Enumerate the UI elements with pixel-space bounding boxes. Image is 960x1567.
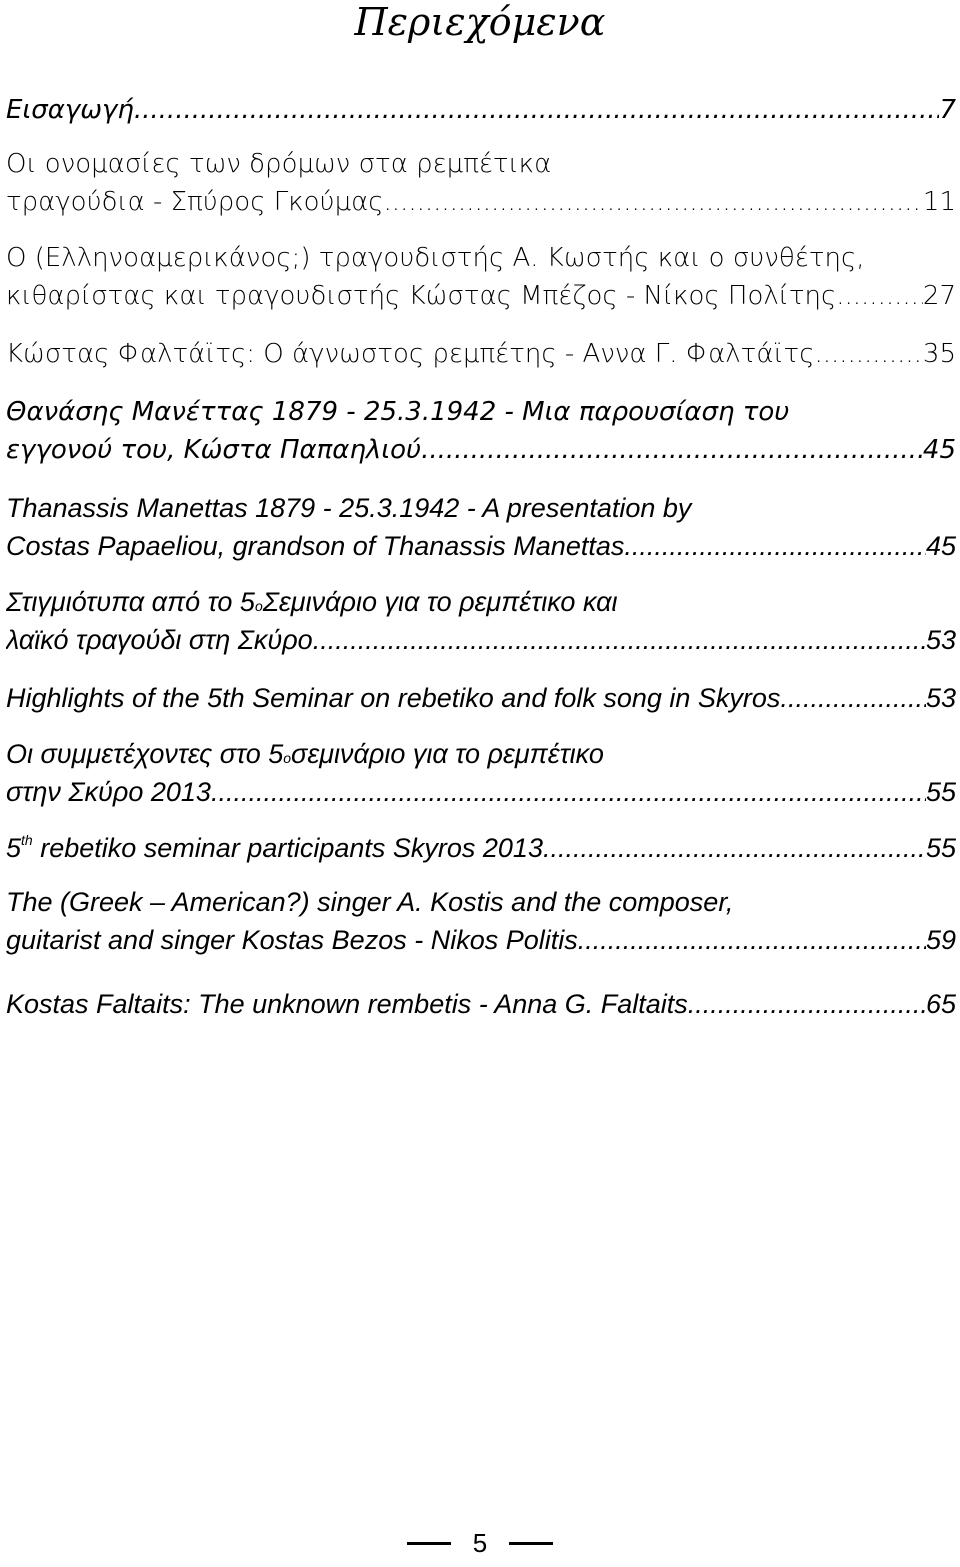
toc-entry-title: rebetiko seminar participants Skyros 2013: [32, 833, 543, 863]
page-number: 5: [472, 1527, 488, 1558]
toc-entry-title: Θανάσης Μανέττας 1879 - 25.3.1942 - Μια παρουσίαση του: [6, 397, 790, 427]
toc-entry[interactable]: [6, 488, 956, 566]
toc-entry-title: τραγούδια - Σπύρος Γκούμας: [6, 187, 384, 217]
toc-page-number: 53: [925, 625, 956, 655]
toc-entry-title: λαϊκό τραγούδι στη Σκύρο: [6, 625, 313, 655]
toc-entry[interactable]: [6, 238, 956, 316]
dot-leader: [624, 526, 926, 566]
dot-leader: [688, 984, 926, 1024]
toc-entry-title: Οι συμμετέχοντες στο 5: [6, 739, 284, 769]
toc-entry[interactable]: Οι συμμετέχοντες στο 5 ο σεμινάριο για το ρεμπέτικο στην Σκύρο 2013 ..... 55: [6, 734, 956, 812]
toc-entry-title: Costas Papaeliou, grandson of Thanassis Manettas: [6, 531, 625, 561]
toc-entry-title: Στιγμιότυπα από το 5: [6, 587, 255, 617]
dot-leader: [211, 772, 926, 812]
dot-leader: [134, 90, 940, 130]
dot-leader: [814, 334, 922, 374]
page-footer: [0, 1520, 960, 1566]
toc-entry-title: 5: [6, 833, 22, 863]
toc-entry[interactable]: [6, 828, 956, 868]
dot-leader: [421, 430, 923, 470]
toc-page-number: 11: [922, 187, 956, 217]
toc-page-number: 55: [925, 833, 956, 863]
toc-entry-title: Ο (Ελληνοαμερικάνος;) τραγουδιστής Α. Κωστής και ο συνθέτης,: [6, 243, 865, 273]
toc-entry-title: Οι ονομασίες των δρόμων στα ρεμπέτικα: [6, 149, 552, 179]
footer-rule: [407, 1542, 451, 1545]
toc-page-number: 45: [925, 531, 956, 561]
toc-entry[interactable]: [6, 882, 956, 960]
dot-leader: [578, 920, 926, 960]
dot-leader: [543, 828, 926, 868]
toc-entry-title: Thanassis Manettas 1879 - 25.3.1942 - A presentation by: [6, 493, 692, 523]
toc-entry-title: Σεμινάριο για το ρεμπέτικο και: [262, 587, 618, 617]
dot-leader: [384, 182, 923, 222]
toc-entry[interactable]: [6, 984, 956, 1024]
toc-entry[interactable]: [6, 392, 956, 470]
page-title: Περιεχόμενα: [354, 0, 606, 44]
toc-page-number: 55: [925, 777, 956, 807]
toc-entry[interactable]: [6, 144, 956, 222]
toc-entry-title: εγγονού του, Κώστα Παπαηλιού: [6, 435, 422, 465]
toc-page-number: 65: [925, 989, 956, 1019]
toc-entry-title: κιθαρίστας και τραγουδιστής Κώστας Μπέζος - Νίκος Πολίτης: [6, 281, 837, 311]
toc-entry-title: σεμινάριο για το ρεμπέτικο: [291, 739, 604, 769]
dot-leader: [313, 620, 926, 660]
toc-entry[interactable]: [6, 678, 956, 718]
toc-entry[interactable]: [6, 334, 956, 374]
toc-page-number: 45: [922, 435, 956, 465]
footer-rule: [509, 1542, 553, 1545]
toc-entry[interactable]: Στιγμιότυπα από το 5 ο Σεμινάριο για το ρεμπέτικο και λαϊκό τραγούδι στη Σκύρο ..... 53: [6, 582, 956, 660]
toc-entry-title: Highlights of the 5th Seminar on rebetiko and folk song in Skyros.: [6, 683, 788, 713]
toc-entry-title: Kostas Faltaits: The unknown rembetis - Anna G. Faltaits: [6, 989, 688, 1019]
toc-entry-title: The (Greek – American?) singer A. Kostis and the composer,: [6, 887, 734, 917]
toc-entry-title: Εισαγωγή: [6, 95, 134, 125]
toc-entry-title: στην Σκύρο 2013: [6, 777, 211, 807]
dot-leader: [788, 678, 926, 718]
toc-page-number: 7: [939, 95, 956, 125]
toc-page-number: 59: [925, 925, 956, 955]
toc-page-number: 35: [922, 339, 956, 369]
toc-page-number: 27: [922, 281, 956, 311]
toc-entry[interactable]: [6, 90, 956, 130]
toc-page-number: 53: [925, 683, 956, 713]
dot-leader: [836, 276, 923, 316]
toc-entry-title: Κώστας Φαλτάϊτς: Ο άγνωστος ρεμπέτης - Αννα Γ. Φαλτάϊτς: [6, 339, 815, 369]
toc-entry-title: guitarist and singer Kostas Bezos - Nikos Politis: [6, 925, 578, 955]
superscript: th: [21, 832, 33, 848]
